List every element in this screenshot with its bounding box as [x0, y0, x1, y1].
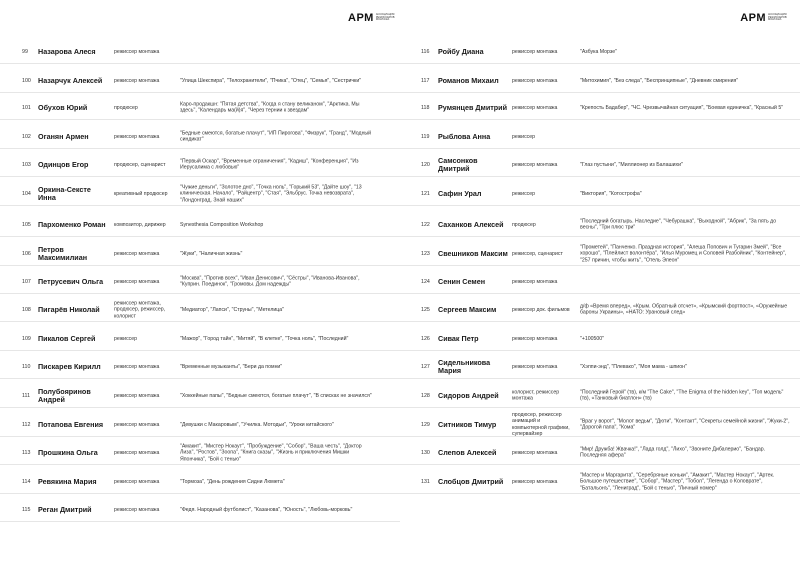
row-divider — [400, 407, 800, 408]
table-row — [400, 242, 800, 266]
person-role: продюсер — [512, 221, 536, 228]
person-role: режиссер монтажа — [114, 478, 160, 485]
person-role: креативный продюсер — [114, 190, 168, 197]
table-row — [400, 182, 800, 206]
row-divider — [0, 378, 400, 379]
table-row — [0, 125, 400, 149]
row-divider — [400, 148, 800, 149]
person-name: Потапова Евгения — [38, 419, 104, 429]
person-works: д/ф «Время вперед», «Крым. Обратный отсчет», «Крымский фортпост», «Оружейные бароны Украины», «НАТО: Урановый след» — [580, 303, 788, 316]
row-divider — [0, 148, 400, 149]
person-name: Назарова Алеся — [38, 46, 96, 56]
person-works: "Тормоза", "День рождения Сидни Люмета" — [180, 478, 285, 485]
table-row — [400, 69, 800, 93]
person-role: режиссер монтажа — [512, 278, 558, 285]
person-role: режиссер монтажа — [114, 250, 160, 257]
row-number: 131 — [421, 479, 430, 485]
row-number: 106 — [22, 251, 31, 257]
person-works: "Улица Шекспира", "Телохранители", "Пчика", "Отец", "Семья", "Сестрички" — [180, 77, 362, 84]
row-divider — [400, 236, 800, 237]
person-role: режиссер монтажа — [114, 278, 160, 285]
table-row — [0, 355, 400, 379]
table-row — [0, 96, 400, 120]
row-number: 107 — [22, 279, 31, 285]
person-name: Оркина-Сексте Инна — [38, 184, 91, 202]
person-name: Самсонков Дмитрий — [438, 155, 478, 173]
person-role: режиссер монтажа — [512, 478, 558, 485]
arm-logo — [348, 12, 400, 24]
person-role: режиссер монтажа — [114, 449, 160, 456]
table-row — [400, 470, 800, 494]
person-role: режиссер монтажа — [114, 392, 160, 399]
table-row — [400, 355, 800, 379]
person-works: Synesthesia Composition Workshop — [180, 221, 264, 228]
person-works: "Последний богатырь. Наследие", "Чебурашка", "Выходной", "Абрик", "За пять до весны", "Три плюс три" — [580, 218, 777, 231]
person-name: Пархоменко Роман — [38, 219, 106, 229]
person-works: "Последний Герой" (тв), к/м "The Cake", "The Enigma of the hidden key", "Топ модель" (тв), «Танковый биатлон» (тв) — [580, 389, 784, 402]
row-divider — [400, 464, 800, 465]
row-number: 110 — [22, 364, 31, 370]
row-divider — [0, 265, 400, 266]
row-number: 119 — [421, 134, 430, 140]
person-role: режиссер монтажа — [512, 48, 558, 55]
person-role: режиссер — [114, 335, 138, 342]
person-name: Полубояринов Андрей — [38, 386, 91, 404]
person-name: Свешников Максим — [438, 248, 508, 258]
row-divider — [400, 436, 800, 437]
table-row — [0, 298, 400, 322]
row-divider — [0, 350, 400, 351]
row-number: 105 — [22, 222, 31, 228]
row-number: 115 — [22, 507, 31, 513]
person-role: режиссер монтажа — [512, 363, 558, 370]
person-works: "Девушки с Макаровым", "Училка. Мотодьи", "Уроки китайского" — [180, 421, 334, 428]
person-name: Прошкина Ольга — [38, 447, 98, 457]
row-divider — [400, 119, 800, 120]
person-role: продюсер, сценарист — [114, 161, 166, 168]
person-name: Оганян Армен — [38, 131, 89, 141]
row-divider — [400, 176, 800, 177]
row-divider — [400, 265, 800, 266]
person-name: Петрусевич Ольга — [38, 276, 104, 286]
row-divider — [0, 119, 400, 120]
row-number: 109 — [22, 336, 31, 342]
row-number: 108 — [22, 307, 31, 313]
person-works: "Москва", "Против всех", "Иван Денисович", "Сёстры", "Иванова-Иванова", "Куприн. Поединок", "Громовы. Дом надежды" — [180, 275, 360, 288]
person-role: режиссер монтажа — [114, 363, 160, 370]
person-works: "Митохимия", "Без следа", "Беспринципные", "Дневник смирения" — [580, 77, 739, 84]
row-divider — [0, 63, 400, 64]
table-row — [400, 441, 800, 465]
person-role: колорист, режиссер монтажа — [512, 389, 560, 402]
person-role: режиссер, сценарист — [512, 250, 563, 257]
person-name: Ройбу Диана — [438, 46, 484, 56]
row-number: 129 — [421, 422, 430, 428]
person-name: Обухов Юрий — [38, 102, 88, 112]
person-role: режиссер монтажа — [114, 506, 160, 513]
row-divider — [0, 407, 400, 408]
row-number: 117 — [421, 78, 430, 84]
logo-subtitle: АССОЦИАЦИЯ РЕЖИССЕРОВ МОНТАЖА — [768, 12, 787, 22]
person-works: "Бедные смеются, богатые плачут", "ИП Пирогова", "Физрук", "Гранд", "Модный синдикат" — [180, 130, 372, 143]
person-name: Назарчук Алексей — [38, 75, 103, 85]
row-divider — [400, 350, 800, 351]
person-role: режиссер монтажа — [114, 77, 160, 84]
table-row — [0, 498, 400, 522]
table-row — [400, 40, 800, 64]
person-name: Петров Максимилиан — [38, 244, 88, 262]
table-row — [0, 384, 400, 408]
person-works: "Мажор", "Город тайн", "Митяй", "В клетке", "Точка ноль", "Последний" — [180, 335, 349, 342]
person-role: режиссер монтажа — [114, 133, 160, 140]
person-works: "Жуки", "Наличная жизнь" — [180, 250, 243, 257]
row-divider — [0, 321, 400, 322]
person-works: "Мастер и Маргарита", "Серебряные коньки", "Амакит", "Мастер Нокаут", "Артек. Большое путешествие", "Собор", "Мастер", "Тобол", "Легенда о Коловрате", "Батальонъ", "Лениград", "Бой с тенью", "Личный номер" — [580, 472, 775, 492]
person-name: Пискарев Кирилл — [38, 361, 101, 371]
person-name: Сенин Семен — [438, 276, 486, 286]
arm-logo — [740, 12, 792, 24]
row-divider — [0, 293, 400, 294]
person-works: "Мир! Дружба! Жвачка!", "Лада голд", "Лихо", "Звоните Дибалерио", "Бандар. Последняя афера" — [580, 446, 766, 459]
table-row — [0, 470, 400, 494]
person-works: "Медиатор", "Лапси", "Струны", "Метелица" — [180, 306, 284, 313]
table-row — [0, 270, 400, 294]
person-name: Слепов Алексей — [438, 447, 497, 457]
person-name: Ситников Тимур — [438, 419, 497, 429]
person-works: "Хэппи-энд", "Плевако", "Моя мама - шпион" — [580, 363, 687, 370]
person-role: режиссер монтажа — [114, 48, 160, 55]
row-divider — [400, 63, 800, 64]
row-divider — [400, 293, 800, 294]
person-role: продюсер — [114, 104, 138, 111]
person-name: Слобцов Дмитрий — [438, 476, 504, 486]
table-row — [0, 182, 400, 206]
table-row — [400, 153, 800, 177]
row-number: 102 — [22, 134, 31, 140]
person-name: Одинцов Егор — [38, 159, 89, 169]
row-number: 101 — [22, 105, 31, 111]
person-role: режиссер монтажа — [114, 421, 160, 428]
row-number: 118 — [421, 105, 430, 111]
person-name: Сивак Петр — [438, 333, 479, 343]
person-name: Пигарёв Николай — [38, 304, 100, 314]
table-row — [400, 413, 800, 437]
person-name: Романов Михаил — [438, 75, 499, 85]
row-divider — [400, 205, 800, 206]
person-works: "Глаз пустыни", "Миллионер из Балашихи" — [580, 161, 683, 168]
logo-text: АРМ — [740, 12, 766, 24]
person-role: композитор, дирижер — [114, 221, 166, 228]
table-row — [0, 441, 400, 465]
table-row — [400, 270, 800, 294]
row-number: 120 — [421, 162, 430, 168]
row-divider — [400, 378, 800, 379]
table-row — [0, 40, 400, 64]
person-works: "Враг у ворот", "Молот ведьм", "Дюти", "Контакт", "Секреты семейной жизни", "Жуки-2", "Дорогой папа", "Кома" — [580, 418, 790, 431]
person-role: режиссер док. фильмов — [512, 306, 570, 313]
row-number: 124 — [421, 279, 430, 285]
row-number: 123 — [421, 251, 430, 257]
person-role: режиссер монтажа, продюсер, режиссер, колорист — [114, 300, 166, 320]
table-row — [0, 327, 400, 351]
row-divider — [0, 92, 400, 93]
person-works: "Амакит", "Мистер Нокаут", "Пробуждение", "Собор", "Ваша честь", "Доктор Лиза", "Ростов", "Зоопа", "Книга сказы", "Жизнь и приключения Мишки Япончика", "Бой с тенью" — [180, 443, 362, 463]
row-divider — [0, 521, 400, 522]
person-role: режиссер — [512, 133, 536, 140]
table-row — [400, 298, 800, 322]
row-number: 103 — [22, 162, 31, 168]
row-number: 127 — [421, 364, 430, 370]
person-name: Сидоров Андрей — [438, 390, 499, 400]
row-number: 125 — [421, 307, 430, 313]
row-number: 128 — [421, 393, 430, 399]
person-role: режиссер монтажа — [512, 449, 558, 456]
person-works: "Крепость Бадабер", "ЧС. Чрезвычайная ситуация", "Боевая единичка", "Красный 5" — [580, 104, 784, 111]
person-role: режиссер монтажа — [512, 335, 558, 342]
row-divider — [0, 464, 400, 465]
table-row — [400, 125, 800, 149]
table-row — [0, 242, 400, 266]
table-row — [400, 213, 800, 237]
row-number: 100 — [22, 78, 31, 84]
person-role: режиссер монтажа — [512, 104, 558, 111]
row-divider — [0, 236, 400, 237]
row-divider — [400, 92, 800, 93]
table-row — [0, 413, 400, 437]
person-works: "Азбука Морзе" — [580, 48, 617, 55]
person-name: Пикалов Сергей — [38, 333, 96, 343]
row-number: 99 — [22, 49, 28, 55]
person-name: Саханков Алексей — [438, 219, 504, 229]
right-page — [400, 0, 800, 564]
row-divider — [0, 493, 400, 494]
logo-text: АРМ — [348, 12, 374, 24]
person-name: Сафин Урал — [438, 188, 482, 198]
person-works: "+100500" — [580, 335, 605, 342]
row-divider — [400, 321, 800, 322]
table-row — [0, 213, 400, 237]
person-name: Ревякина Мария — [38, 476, 97, 486]
person-works: "Виктория", "Котострофа" — [580, 190, 642, 197]
person-works: "Хоккейные папы", "Бедные смеются, богатые плачут", "В списках не значился" — [180, 392, 372, 399]
row-number: 130 — [421, 450, 430, 456]
person-name: Сергеев Максим — [438, 304, 497, 314]
person-role: режиссер монтажа — [512, 77, 558, 84]
person-name: Румянцев Дмитрий — [438, 102, 507, 112]
row-divider — [0, 205, 400, 206]
row-number: 114 — [22, 479, 31, 485]
table-row — [0, 69, 400, 93]
person-name: Рыблова Анна — [438, 131, 491, 141]
logo-subtitle: АССОЦИАЦИЯ РЕЖИССЕРОВ МОНТАЖА — [375, 12, 395, 22]
person-name: Сидельникова Мария — [438, 357, 491, 375]
person-role: режиссер — [512, 190, 536, 197]
table-row — [400, 327, 800, 351]
table-row — [0, 153, 400, 177]
person-works: "Прометей", "Панченко. Праздная история", "Алеша Попович и Тугарин Змей", "Все хорошо", "Плейлист волонтёра", "Илья Муромец и Соловей Разбойник", "Контейнер", "257 причин, чтобы жить", "Отель Элеон" — [580, 244, 787, 264]
table-row — [400, 384, 800, 408]
person-name: Реган Дмитрий — [38, 504, 92, 514]
row-number: 121 — [421, 191, 430, 197]
row-number: 112 — [22, 422, 31, 428]
row-number: 116 — [421, 49, 430, 55]
person-works: "Чужие деньги", "Золотое дно", "Точка ноль", "Горький 53", "Дайте шоу", "13 клиническая. Начало", "Райцентр", "Стая", "Эльбрус. Точка невозврата", "Лондонград. Знай наших" — [180, 184, 362, 204]
row-number: 122 — [421, 222, 430, 228]
row-number: 113 — [22, 450, 31, 456]
row-number: 111 — [22, 393, 31, 399]
person-works: "Федя. Народный футболист", "Казанова", "Юность", "Любовь-морковь" — [180, 506, 353, 513]
row-divider — [0, 176, 400, 177]
row-divider — [0, 436, 400, 437]
table-row — [400, 96, 800, 120]
row-number: 104 — [22, 191, 31, 197]
person-works: Каро-продакшн: "Пятая детства", "Когда я стану великаном", "Арктика. Мы здесь", "Календарь ма(й)я", "Через тернии к звездам" — [180, 101, 360, 114]
row-number: 126 — [421, 336, 430, 342]
person-works: "Первый Оскар", "Временные ограничения", "Кадиш", "Конференция", "Из Иерусалима с любовью" — [180, 158, 359, 171]
row-divider — [400, 493, 800, 494]
person-role: режиссер монтажа — [512, 161, 558, 168]
person-works: "Временные музыканты", "Бери да помни" — [180, 363, 283, 370]
person-role: продюсер, режиссер анимаций и компьютерной графики, супервайзер — [512, 412, 570, 438]
